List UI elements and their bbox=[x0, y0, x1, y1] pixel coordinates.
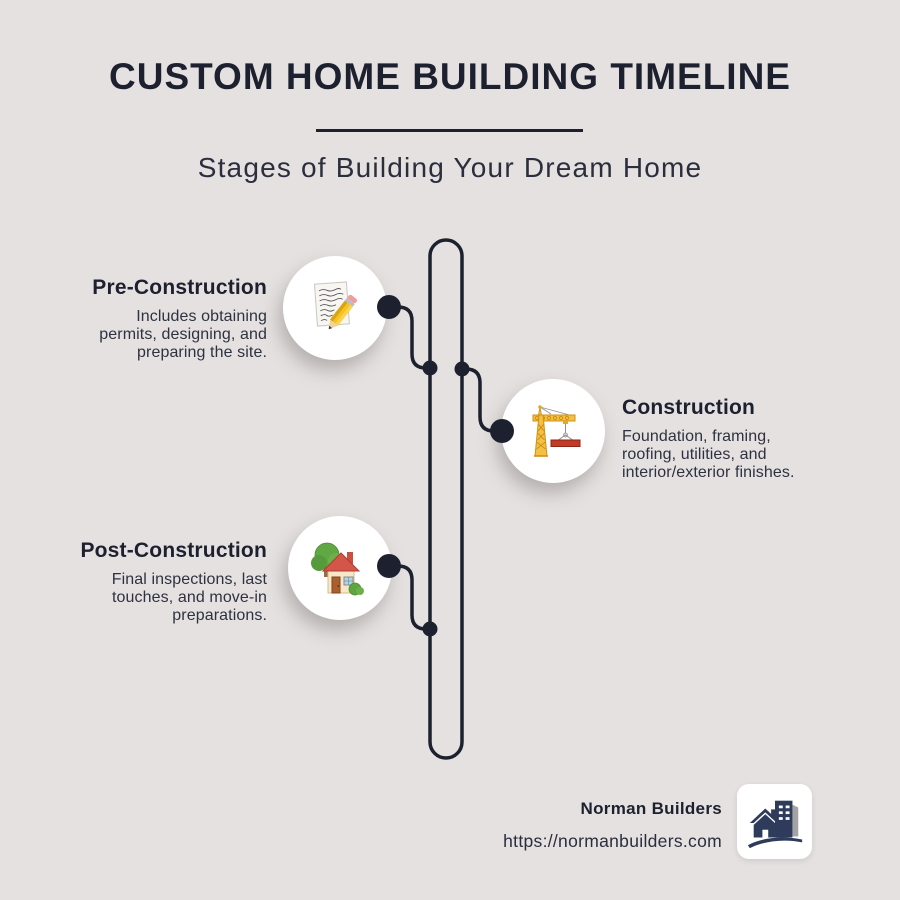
company-name: Norman Builders bbox=[580, 799, 722, 818]
memo-pencil-icon bbox=[309, 279, 361, 337]
connector-pre bbox=[389, 307, 430, 368]
page-title: CUSTOM HOME BUILDING TIMELINE bbox=[109, 56, 791, 97]
pre-construction-circle bbox=[283, 256, 387, 360]
company-website: https://normanbuilders.com bbox=[503, 831, 722, 851]
stage-description-construction: Foundation, framing, roofing, utilities, and interior/exterior finishes. bbox=[622, 428, 795, 481]
house-garden-icon bbox=[311, 539, 369, 597]
title-divider bbox=[316, 129, 583, 132]
branch-dot-pre bbox=[423, 361, 438, 376]
stage-title-pre: Pre-Construction bbox=[92, 276, 267, 299]
branch-dot-post bbox=[423, 622, 438, 637]
stage-description-pre: Includes obtaining permits, designing, and preparing the site. bbox=[99, 308, 267, 361]
stage-post-construction bbox=[55, 539, 267, 625]
stage-construction bbox=[622, 396, 862, 482]
building-house-logo-icon bbox=[744, 791, 806, 853]
connector-construction bbox=[462, 369, 502, 431]
branch-dot-construction bbox=[455, 362, 470, 377]
construction-circle bbox=[501, 379, 605, 483]
stage-pre-construction bbox=[55, 276, 267, 362]
stage-title-construction: Construction bbox=[622, 396, 756, 419]
stage-title-post: Post-Construction bbox=[80, 539, 267, 562]
stage-description-post: Final inspections, last touches, and move-in preparations. bbox=[111, 571, 267, 624]
post-construction-circle bbox=[288, 516, 392, 620]
subtitle: Stages of Building Your Dream Home bbox=[197, 152, 703, 183]
connector-post bbox=[389, 566, 430, 629]
company-logo bbox=[737, 784, 812, 859]
construction-crane-icon bbox=[523, 403, 583, 459]
